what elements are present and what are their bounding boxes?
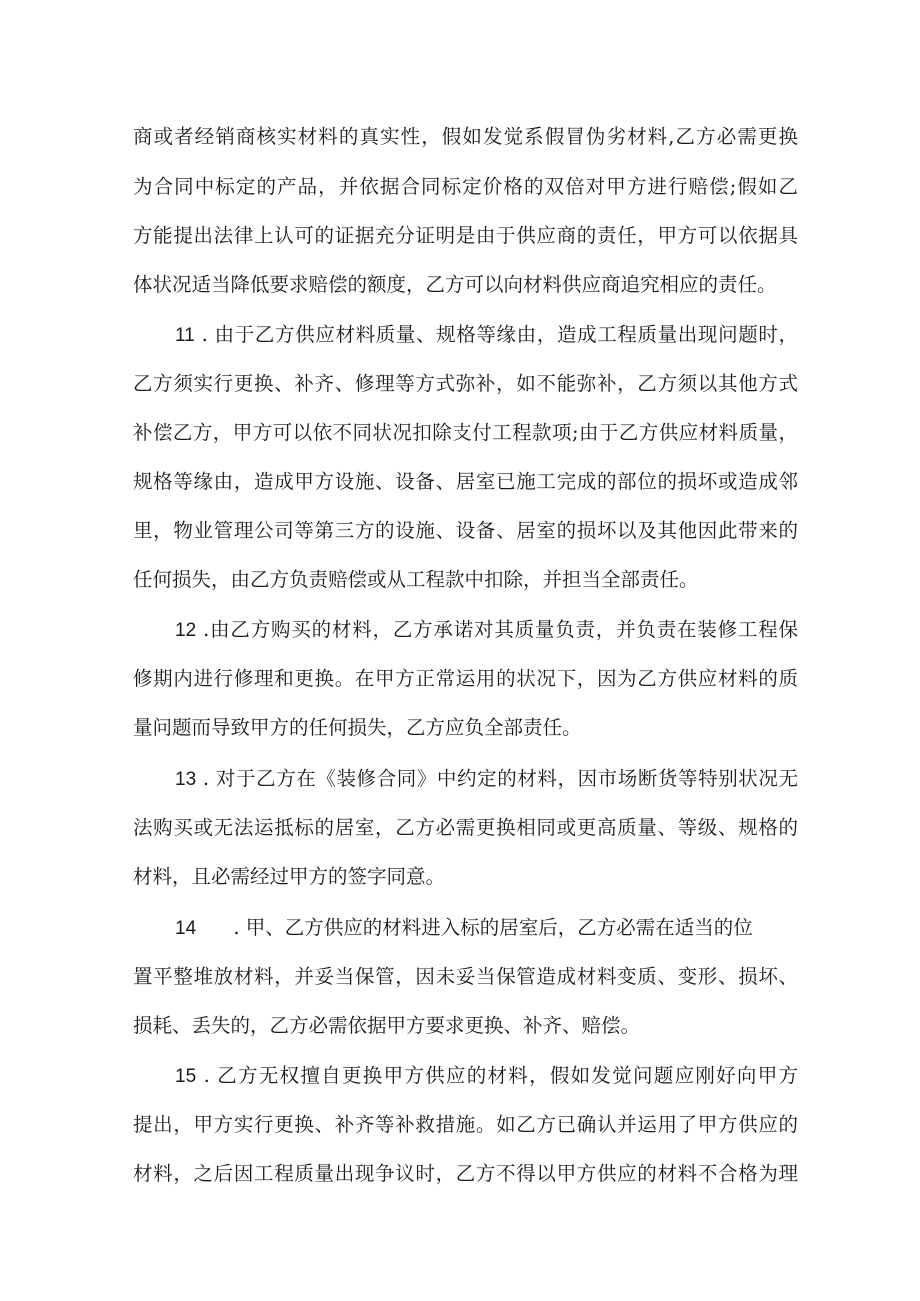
paragraph-line: 损耗、丢失的，乙方必需依据甲方要求更换、补齐、赔偿。 — [133, 1014, 641, 1037]
paragraph-line: 方能提出法律上认可的证据充分证明是由于供应商的责任，甲方可以依据具 — [133, 224, 798, 247]
paragraph-line: 置平整堆放材料，并妥当保管，因未妥当保管造成材料变质、变形、损坏、 — [133, 965, 798, 988]
paragraph-text: . 由于乙方供应材料质量、规格等缘由，造成工程质量出现问题时， — [194, 323, 798, 346]
clause-number: 14 — [175, 918, 197, 939]
paragraph-text: . 对于乙方在《装修合同》中约定的材料，因市场断货等特别状况无 — [196, 767, 798, 790]
paragraph-first-line — [175, 615, 798, 645]
paragraph-line: 为合同中标定的产品，并依据合同标定价格的双倍对甲方进行赔偿;假如乙 — [133, 175, 798, 198]
paragraph-first-line — [175, 320, 798, 350]
paragraph-line: 乙方须实行更换、补齐、修理等方式弥补，如不能弥补，乙方须以其他方式 — [133, 372, 798, 395]
paragraph-line: 任何损失，由乙方负责赔偿或从工程款中扣除，并担当全部责任。 — [133, 568, 699, 591]
paragraph-line: 体状况适当降低要求赔偿的额度，乙方可以向材料供应商追究相应的责任。 — [133, 273, 777, 296]
paragraph-line: 补偿乙方，甲方可以依不同状况扣除支付工程款项;由于乙方供应材料质量， — [133, 421, 798, 444]
clause-number: 13 — [175, 769, 197, 790]
clause-number: 11 — [175, 325, 195, 346]
clause-number: 15 — [175, 1066, 197, 1087]
paragraph-line: 材料，且必需经过甲方的签字同意。 — [133, 865, 446, 888]
paragraph-line: 量问题而导致甲方的任何损失，乙方应负全部责任。 — [133, 716, 582, 739]
paragraph-line: 规格等缘由，造成甲方设施、设备、居室已施工完成的部位的损坏或造成邻 — [133, 470, 798, 493]
paragraph-line: 商或者经销商核实材料的真实性，假如发觉系假冒伪劣材料,乙方必需更换 — [133, 125, 798, 148]
paragraph-text: .由乙方购买的材料，乙方承诺对其质量负责，并负责在装修工程保 — [196, 618, 798, 641]
paragraph-line: 修期内进行修理和更换。在甲方正常运用的状况下，因为乙方供应材料的质 — [133, 667, 798, 690]
clause-number: 12 — [175, 620, 197, 641]
paragraph-text: . 甲、乙方供应的材料进入标的居室后，乙方必需在适当的位 — [196, 916, 753, 939]
paragraph-first-line — [175, 1061, 798, 1091]
paragraph-line: 提出，甲方实行更换、补齐等补救措施。如乙方已确认并运用了甲方供应的 — [133, 1113, 798, 1136]
paragraph-line: 里，物业管理公司等第三方的设施、设备、居室的损坏以及其他因此带来的 — [133, 519, 798, 542]
paragraph-line: 法购买或无法运抵标的居室，乙方必需更换相同或更高质量、等级、规格的 — [133, 816, 798, 839]
paragraph-line: 材料，之后因工程质量出现争议时，乙方不得以甲方供应的材料不合格为理 — [133, 1162, 798, 1185]
paragraph-text: . 乙方无权擅自更换甲方供应的材料，假如发觉问题应刚好向甲方 — [196, 1064, 798, 1087]
paragraph-first-line — [175, 764, 798, 794]
paragraph-first-line — [175, 913, 798, 943]
